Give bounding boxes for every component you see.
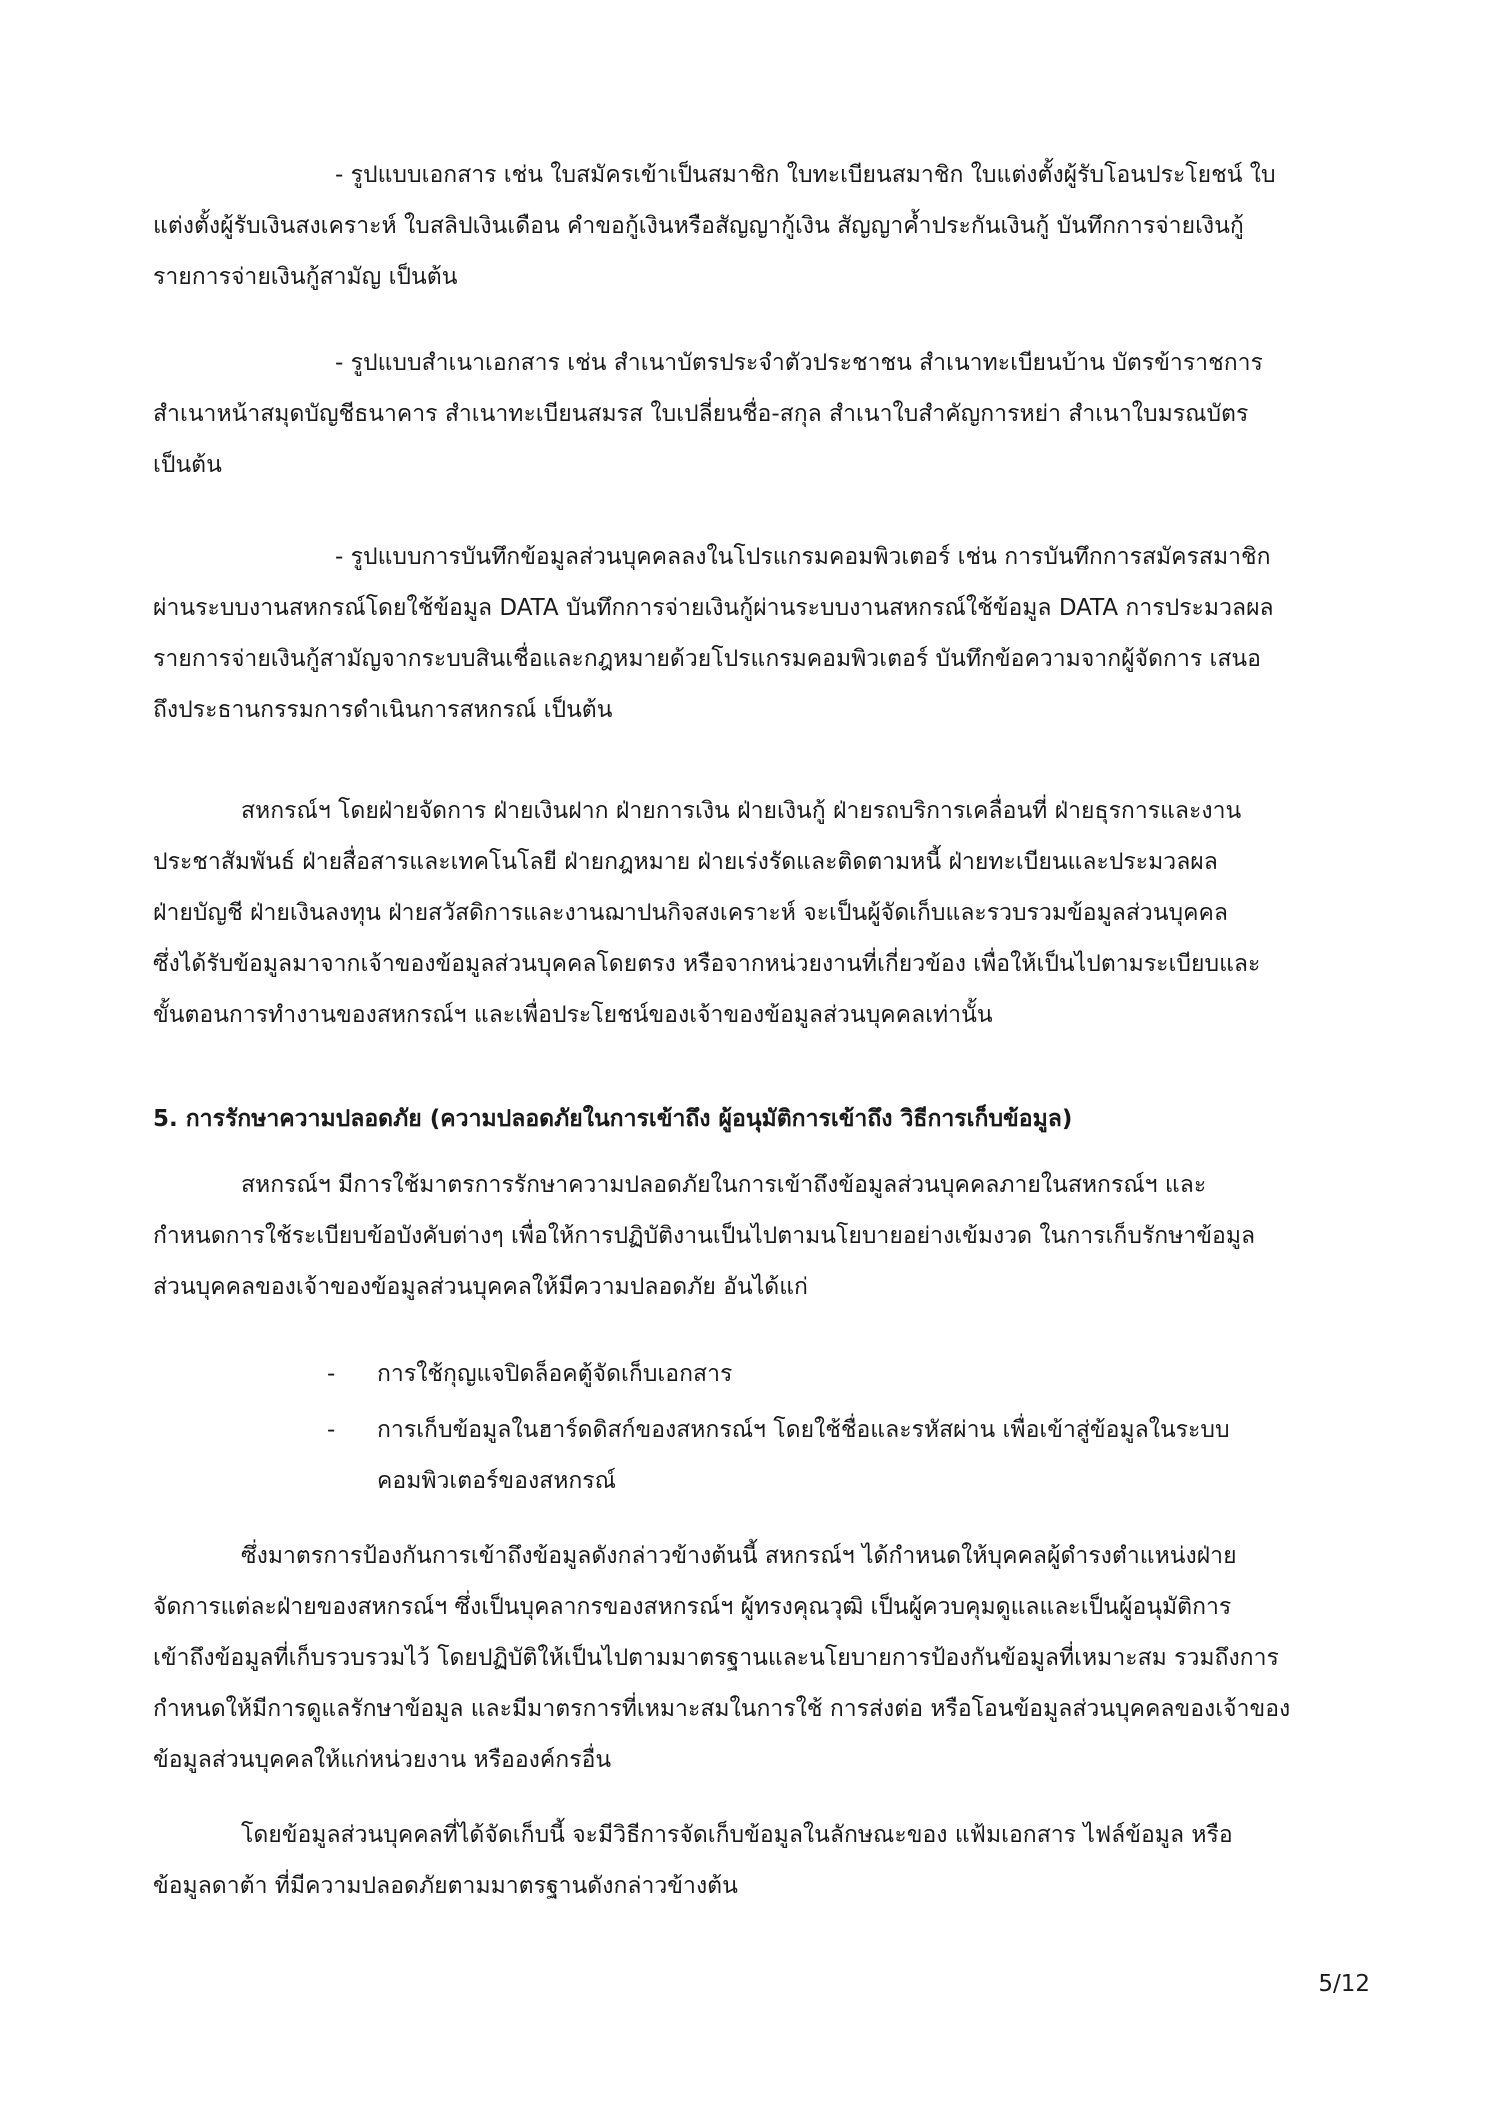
text-line: - รูปแบบเอกสาร เช่น ใบสมัครเข้าเป็นสมาชิก ใบทะเบียนสมาชิก ใบแต่งตั้งผู้รับโอนประโยชน์ ใบ (335, 162, 1276, 188)
text-line: ซึ่งมาตรการป้องกันการเข้าถึงข้อมูลดังกล่าวข้างต้นนี้ สหกรณ์ฯ ได้กำหนดให้บุคคลผู้ดำรงตำแหน่งฝ่าย (241, 1543, 1237, 1569)
text-line: การใช้กุญแจปิดล็อคตู้จัดเก็บเอกสาร (377, 1361, 733, 1387)
text-line: ประชาสัมพันธ์ ฝ่ายสื่อสารและเทคโนโลยี ฝ่ายกฎหมาย ฝ่ายเร่งรัดและติดตามหนี้ ฝ่ายทะเบียนและประมวลผล (153, 849, 1218, 875)
text-line: สหกรณ์ฯ มีการใช้มาตรการรักษาความปลอดภัยในการเข้าถึงข้อมูลส่วนบุคคลภายในสหกรณ์ฯ และ (241, 1172, 1207, 1198)
text-line: โดยข้อมูลส่วนบุคคลที่ได้จัดเก็บนี้ จะมีวิธีการจัดเก็บข้อมูลในลักษณะของ แฟ้มเอกสาร ไฟล์ข้อมูล หรือ (241, 1822, 1233, 1848)
text-line: กำหนดให้มีการดูแลรักษาข้อมูล และมีมาตรการที่เหมาะสมในการใช้ การส่งต่อ หรือโอนข้อมูลส่วนบุคคลของเจ้าของ (153, 1696, 1291, 1722)
text-line: ซึ่งได้รับข้อมูลมาจากเจ้าของข้อมูลส่วนบุคคลโดยตรง หรือจากหน่วยงานที่เกี่ยวข้อง เพื่อให้เป็นไปตามระเบียบและ (153, 951, 1261, 977)
text-line: คอมพิวเตอร์ของสหกรณ์ (377, 1468, 616, 1494)
text-line: จัดการแต่ละฝ่ายของสหกรณ์ฯ ซึ่งเป็นบุคลากรของสหกรณ์ฯ ผู้ทรงคุณวุฒิ เป็นผู้ควบคุมดูแลและเป็นผู้อนุมัติการ (153, 1594, 1232, 1620)
text-line: สหกรณ์ฯ โดยฝ่ายจัดการ ฝ่ายเงินฝาก ฝ่ายการเงิน ฝ่ายเงินกู้ ฝ่ายรถบริการเคลื่อนที่ ฝ่ายธุรการและงาน (241, 798, 1242, 824)
text-line: เป็นต้น (153, 452, 222, 478)
paragraph-document-forms (153, 150, 1373, 303)
bullet-dash: - (327, 1361, 336, 1387)
text-line: ข้อมูลส่วนบุคคลให้แก่หน่วยงาน หรือองค์กรอื่น (153, 1747, 612, 1773)
paragraph-security-measures (153, 1160, 1373, 1313)
text-line: รายการจ่ายเงินกู้สามัญ เป็นต้น (153, 264, 458, 290)
text-line: ส่วนบุคคลของเจ้าของข้อมูลส่วนบุคคลให้มีความปลอดภัย อันได้แก่ (153, 1274, 808, 1300)
text-line: - รูปแบบการบันทึกข้อมูลส่วนบุคคลลงในโปรแกรมคอมพิวเตอร์ เช่น การบันทึกการสมัครสมาชิก (335, 544, 1271, 570)
text-line: ผ่านระบบงานสหกรณ์โดยใช้ข้อมูล DATA บันทึกการจ่ายเงินกู้ผ่านระบบงานสหกรณ์ใช้ข้อมูล DATA การประมวลผล (153, 595, 1274, 621)
text-line: สำเนาหน้าสมุดบัญชีธนาคาร สำเนาทะเบียนสมรส ใบเปลี่ยนชื่อ-สกุล สำเนาใบสำคัญการหย่า สำเนาใบมรณบัตร (153, 401, 1249, 427)
bullet-dash: - (327, 1417, 336, 1443)
text-line: กำหนดการใช้ระเบียบข้อบังคับต่างๆ เพื่อให้การปฏิบัติงานเป็นไปตามนโยบายอย่างเข้มงวด ในการเก็บรักษาข้อมูล (153, 1223, 1256, 1249)
text-line: ขั้นตอนการทำงานของสหกรณ์ฯ และเพื่อประโยชน์ของเจ้าของข้อมูลส่วนบุคคลเท่านั้น (153, 1002, 993, 1028)
paragraph-access-control (153, 1531, 1373, 1786)
text-line: แต่งตั้งผู้รับเงินสงเคราะห์ ใบสลิปเงินเดือน คำขอกู้เงินหรือสัญญากู้เงิน สัญญาค้ำประกันเงินกู้ บันทึกการจ่ายเงินกู้ (153, 213, 1244, 239)
paragraph-storage-methods (153, 1810, 1373, 1912)
text-line: ฝ่ายบัญชี ฝ่ายเงินลงทุน ฝ่ายสวัสดิการและงานฌาปนกิจสงเคราะห์ จะเป็นผู้จัดเก็บและรวบรวมข้อมูลส่วนบุคคล (153, 900, 1229, 926)
page-number: 5/12 (1318, 1971, 1370, 1997)
paragraph-departments (153, 786, 1373, 1041)
paragraph-computer-records (153, 532, 1373, 736)
text-line: ข้อมูลดาต้า ที่มีความปลอดภัยตามมาตรฐานดังกล่าวข้างต้น (153, 1873, 738, 1899)
paragraph-copy-forms (153, 338, 1373, 491)
text-line: การเก็บข้อมูลในฮาร์ดดิสก์ของสหกรณ์ฯ โดยใช้ชื่อและรหัสผ่าน เพื่อเข้าสู่ข้อมูลในระบบ (377, 1417, 1230, 1443)
text-line: ถึงประธานกรรมการดำเนินการสหกรณ์ เป็นต้น (153, 697, 613, 723)
text-line: รายการจ่ายเงินกู้สามัญจากระบบสินเชื่อและกฎหมายด้วยโปรแกรมคอมพิวเตอร์ บันทึกข้อความจากผู้จัดการ เสนอ (153, 646, 1261, 672)
text-line: เข้าถึงข้อมูลที่เก็บรวบรวมไว้ โดยปฏิบัติให้เป็นไปตามมาตรฐานและนโยบายการป้องกันข้อมูลที่เหมาะสม รวมถึงการ (153, 1645, 1279, 1671)
text-line: - รูปแบบสำเนาเอกสาร เช่น สำเนาบัตรประจำตัวประชาชน สำเนาทะเบียนบ้าน บัตรข้าราชการ (335, 350, 1263, 376)
section-heading-security: 5. การรักษาความปลอดภัย (ความปลอดภัยในการเข้าถึง ผู้อนุมัติการเข้าถึง วิธีการเก็บข้อมูล) (153, 1106, 1073, 1132)
